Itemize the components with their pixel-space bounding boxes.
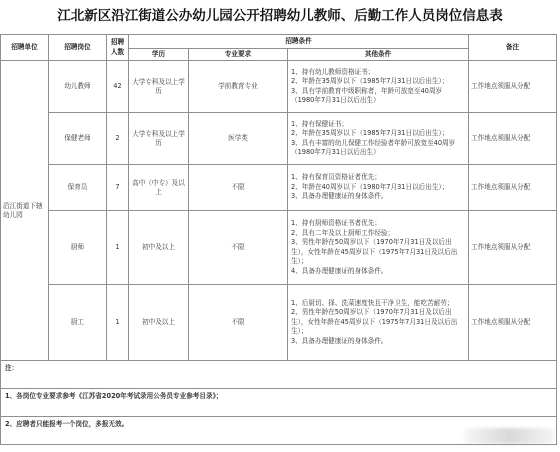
header-unit: 招聘单位 bbox=[1, 35, 49, 61]
remark-cell: 工作地点须服从分配 bbox=[469, 113, 557, 165]
position-cell: 厨师 bbox=[49, 211, 107, 285]
table-row bbox=[1, 211, 557, 285]
education-cell: 高中（中专）及以上 bbox=[129, 165, 189, 211]
blurred-watermark bbox=[464, 428, 554, 444]
position-cell: 厨工 bbox=[49, 285, 107, 361]
condition-line: 2、年龄在40周岁以下（1980年7月31日以后出生）； bbox=[291, 182, 449, 191]
header-count: 招聘人数 bbox=[107, 35, 129, 61]
count-cell: 7 bbox=[107, 165, 129, 211]
condition-line: 3、具备办理健康证的身体条件。 bbox=[291, 192, 388, 201]
condition-line: 2、年龄在35周岁以下（1985年7月31日以后出生）； bbox=[291, 77, 449, 86]
table-row bbox=[1, 165, 557, 211]
condition-line: 1、持有保健证书； bbox=[291, 119, 348, 128]
other-conditions-cell bbox=[288, 211, 469, 285]
remark-cell: 工作地点须服从分配 bbox=[469, 61, 557, 113]
notes-label-row bbox=[1, 361, 557, 389]
count-cell: 42 bbox=[107, 61, 129, 113]
education-cell: 大学专科及以上学历 bbox=[129, 113, 189, 165]
page-title: 江北新区沿江街道公办幼儿园公开招聘幼儿教师、后勤工作人员岗位信息表 bbox=[57, 8, 503, 24]
count-cell: 1 bbox=[107, 285, 129, 361]
header-education: 学历 bbox=[129, 49, 189, 61]
count-cell: 1 bbox=[107, 211, 129, 285]
position-cell: 保健老师 bbox=[49, 113, 107, 165]
major-cell: 医学类 bbox=[189, 113, 288, 165]
condition-line: 3、具有丰富的幼儿保健工作经验者年龄可放宽至40周岁（1980年7月31日以后出生） bbox=[291, 138, 456, 157]
notes-row bbox=[1, 389, 557, 417]
other-conditions-cell bbox=[288, 61, 469, 113]
major-cell: 不限 bbox=[189, 165, 288, 211]
condition-line: 4、具备办理健康证的身体条件。 bbox=[291, 266, 388, 275]
remark-cell: 工作地点须服从分配 bbox=[469, 165, 557, 211]
table-row bbox=[1, 113, 557, 165]
condition-line: 2、具有二年及以上厨师工作经验； bbox=[291, 228, 395, 237]
remark-cell: 工作地点须服从分配 bbox=[469, 285, 557, 361]
position-cell: 幼儿教师 bbox=[49, 61, 107, 113]
education-cell: 大学专科及以上学历 bbox=[129, 61, 189, 113]
condition-line: 1、后厨切、择、洗菜速度快且干净卫生，能吃苦耐劳； bbox=[291, 298, 454, 307]
condition-line: 1、持有厨师资格证书者优先； bbox=[291, 219, 381, 228]
condition-line: 3、男性年龄在50周岁以下（1970年7月31日及以后出生），女性年龄在45周岁以下（1975年7月31日及以后出生）； bbox=[291, 238, 458, 266]
condition-line: 1、持有保育员资格证者优先； bbox=[291, 173, 381, 182]
header-major: 专业要求 bbox=[189, 49, 288, 61]
header-remark: 备注 bbox=[469, 35, 557, 61]
unit-cell: 沿江街道下辖幼儿园 bbox=[1, 61, 49, 361]
table-row bbox=[1, 285, 557, 361]
table-row bbox=[1, 61, 557, 113]
condition-line: 2、男性年龄在50周岁以下（1970年7月31日及以后出生），女性年龄在45周岁以下（1975年7月31日及以后出生）； bbox=[291, 308, 458, 336]
other-conditions-cell bbox=[288, 285, 469, 361]
other-conditions-cell bbox=[288, 165, 469, 211]
recruitment-table bbox=[0, 34, 557, 445]
position-cell: 保育员 bbox=[49, 165, 107, 211]
count-cell: 2 bbox=[107, 113, 129, 165]
note-item: 1、各岗位专业要求参考《江苏省2020年考试录用公务员专业参考目录》； bbox=[1, 389, 557, 417]
education-cell: 初中及以上 bbox=[129, 285, 189, 361]
condition-line: 2、年龄在35周岁以下（1985年7月31日以后出生）； bbox=[291, 129, 449, 138]
notes-label: 注： bbox=[1, 361, 557, 389]
major-cell: 不限 bbox=[189, 211, 288, 285]
other-conditions-cell bbox=[288, 113, 469, 165]
header-other: 其他条件 bbox=[288, 49, 469, 61]
condition-line: 3、具备办理健康证的身体条件。 bbox=[291, 337, 388, 346]
condition-line: 3、具有学前教育中级职称者，年龄可放宽至40周岁（1980年7月31日以后出生） bbox=[291, 86, 443, 105]
major-cell: 不限 bbox=[189, 285, 288, 361]
major-cell: 学前教育专业 bbox=[189, 61, 288, 113]
education-cell: 初中及以上 bbox=[129, 211, 189, 285]
condition-line: 1、持有幼儿教师资格证书； bbox=[291, 67, 375, 76]
header-conditions: 招聘条件 bbox=[129, 35, 469, 49]
remark-cell: 工作地点须服从分配 bbox=[469, 211, 557, 285]
note-item: 2、应聘者只能报考一个岗位，多报无效。 bbox=[1, 417, 557, 445]
header-position: 招聘岗位 bbox=[49, 35, 107, 61]
